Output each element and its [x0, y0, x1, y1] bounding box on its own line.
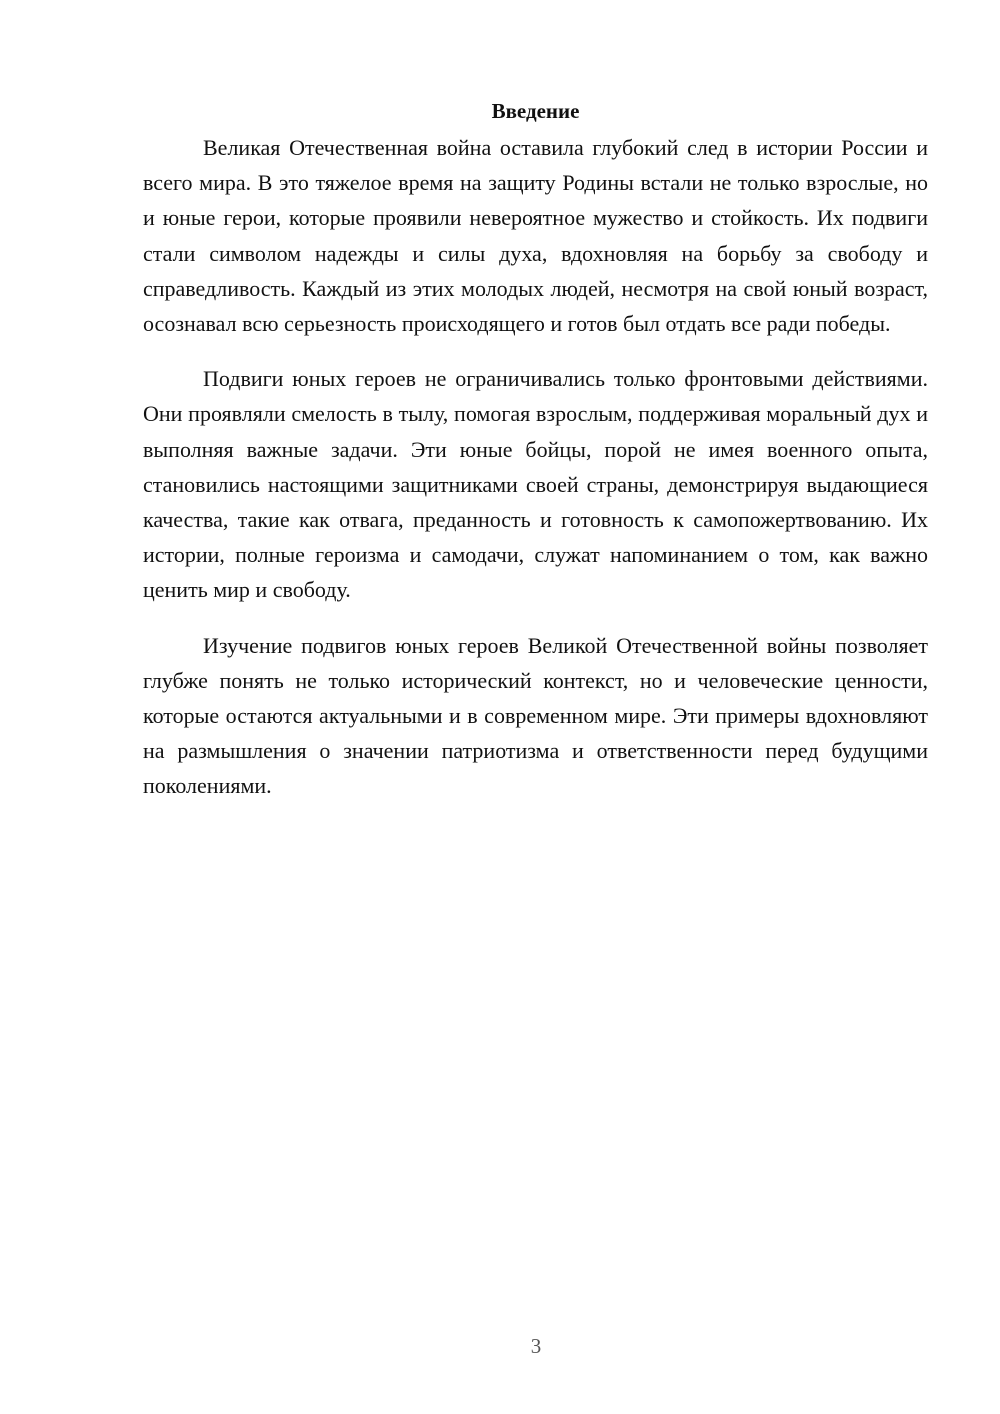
paragraph-3: Изучение подвигов юных героев Великой Отечественной войны позволяет глубже понять не только исторический контекст, но и человеческие ценности, которые остаются актуальными и в современном мире. Эти примеры вдохновляют на размышления о значении патриотизма и ответственности перед будущими поколениями. [143, 632, 928, 799]
paragraph-2: Подвиги юных героев не ограничивались только фронтовыми действиями. Они проявляли смелость в тылу, помогая взрослым, поддерживая моральный дух и выполняя важные задачи. Эти юные бойцы, порой не имея военного опыта, становились настоящими защитниками своей страны, демонстрируя выдающиеся качества, такие как отвага, преданность и готовность к самопожертвованию. Их истории, полные героизма и самодачи, служат напоминанием о том, как важно ценить мир и свободу. [143, 366, 928, 603]
paragraph-1: Великая Отечественная война оставила глубокий след в истории России и всего мира. В это тяжелое время на защиту Родины встали не только взрослые, но и юные герои, которые проявили невероятное мужество и стойкость. Их подвиги стали символом надежды и силы духа, вдохновляя на борьбу за свободу и справедливость. Каждый из этих молодых людей, несмотря на свой юный возраст, осознавал всю серьезность происходящего и готов был отдать все ради победы. [143, 135, 928, 337]
section-heading: Введение [491, 99, 580, 123]
page-content [143, 96, 928, 804]
page-number: 3 [530, 1334, 542, 1358]
